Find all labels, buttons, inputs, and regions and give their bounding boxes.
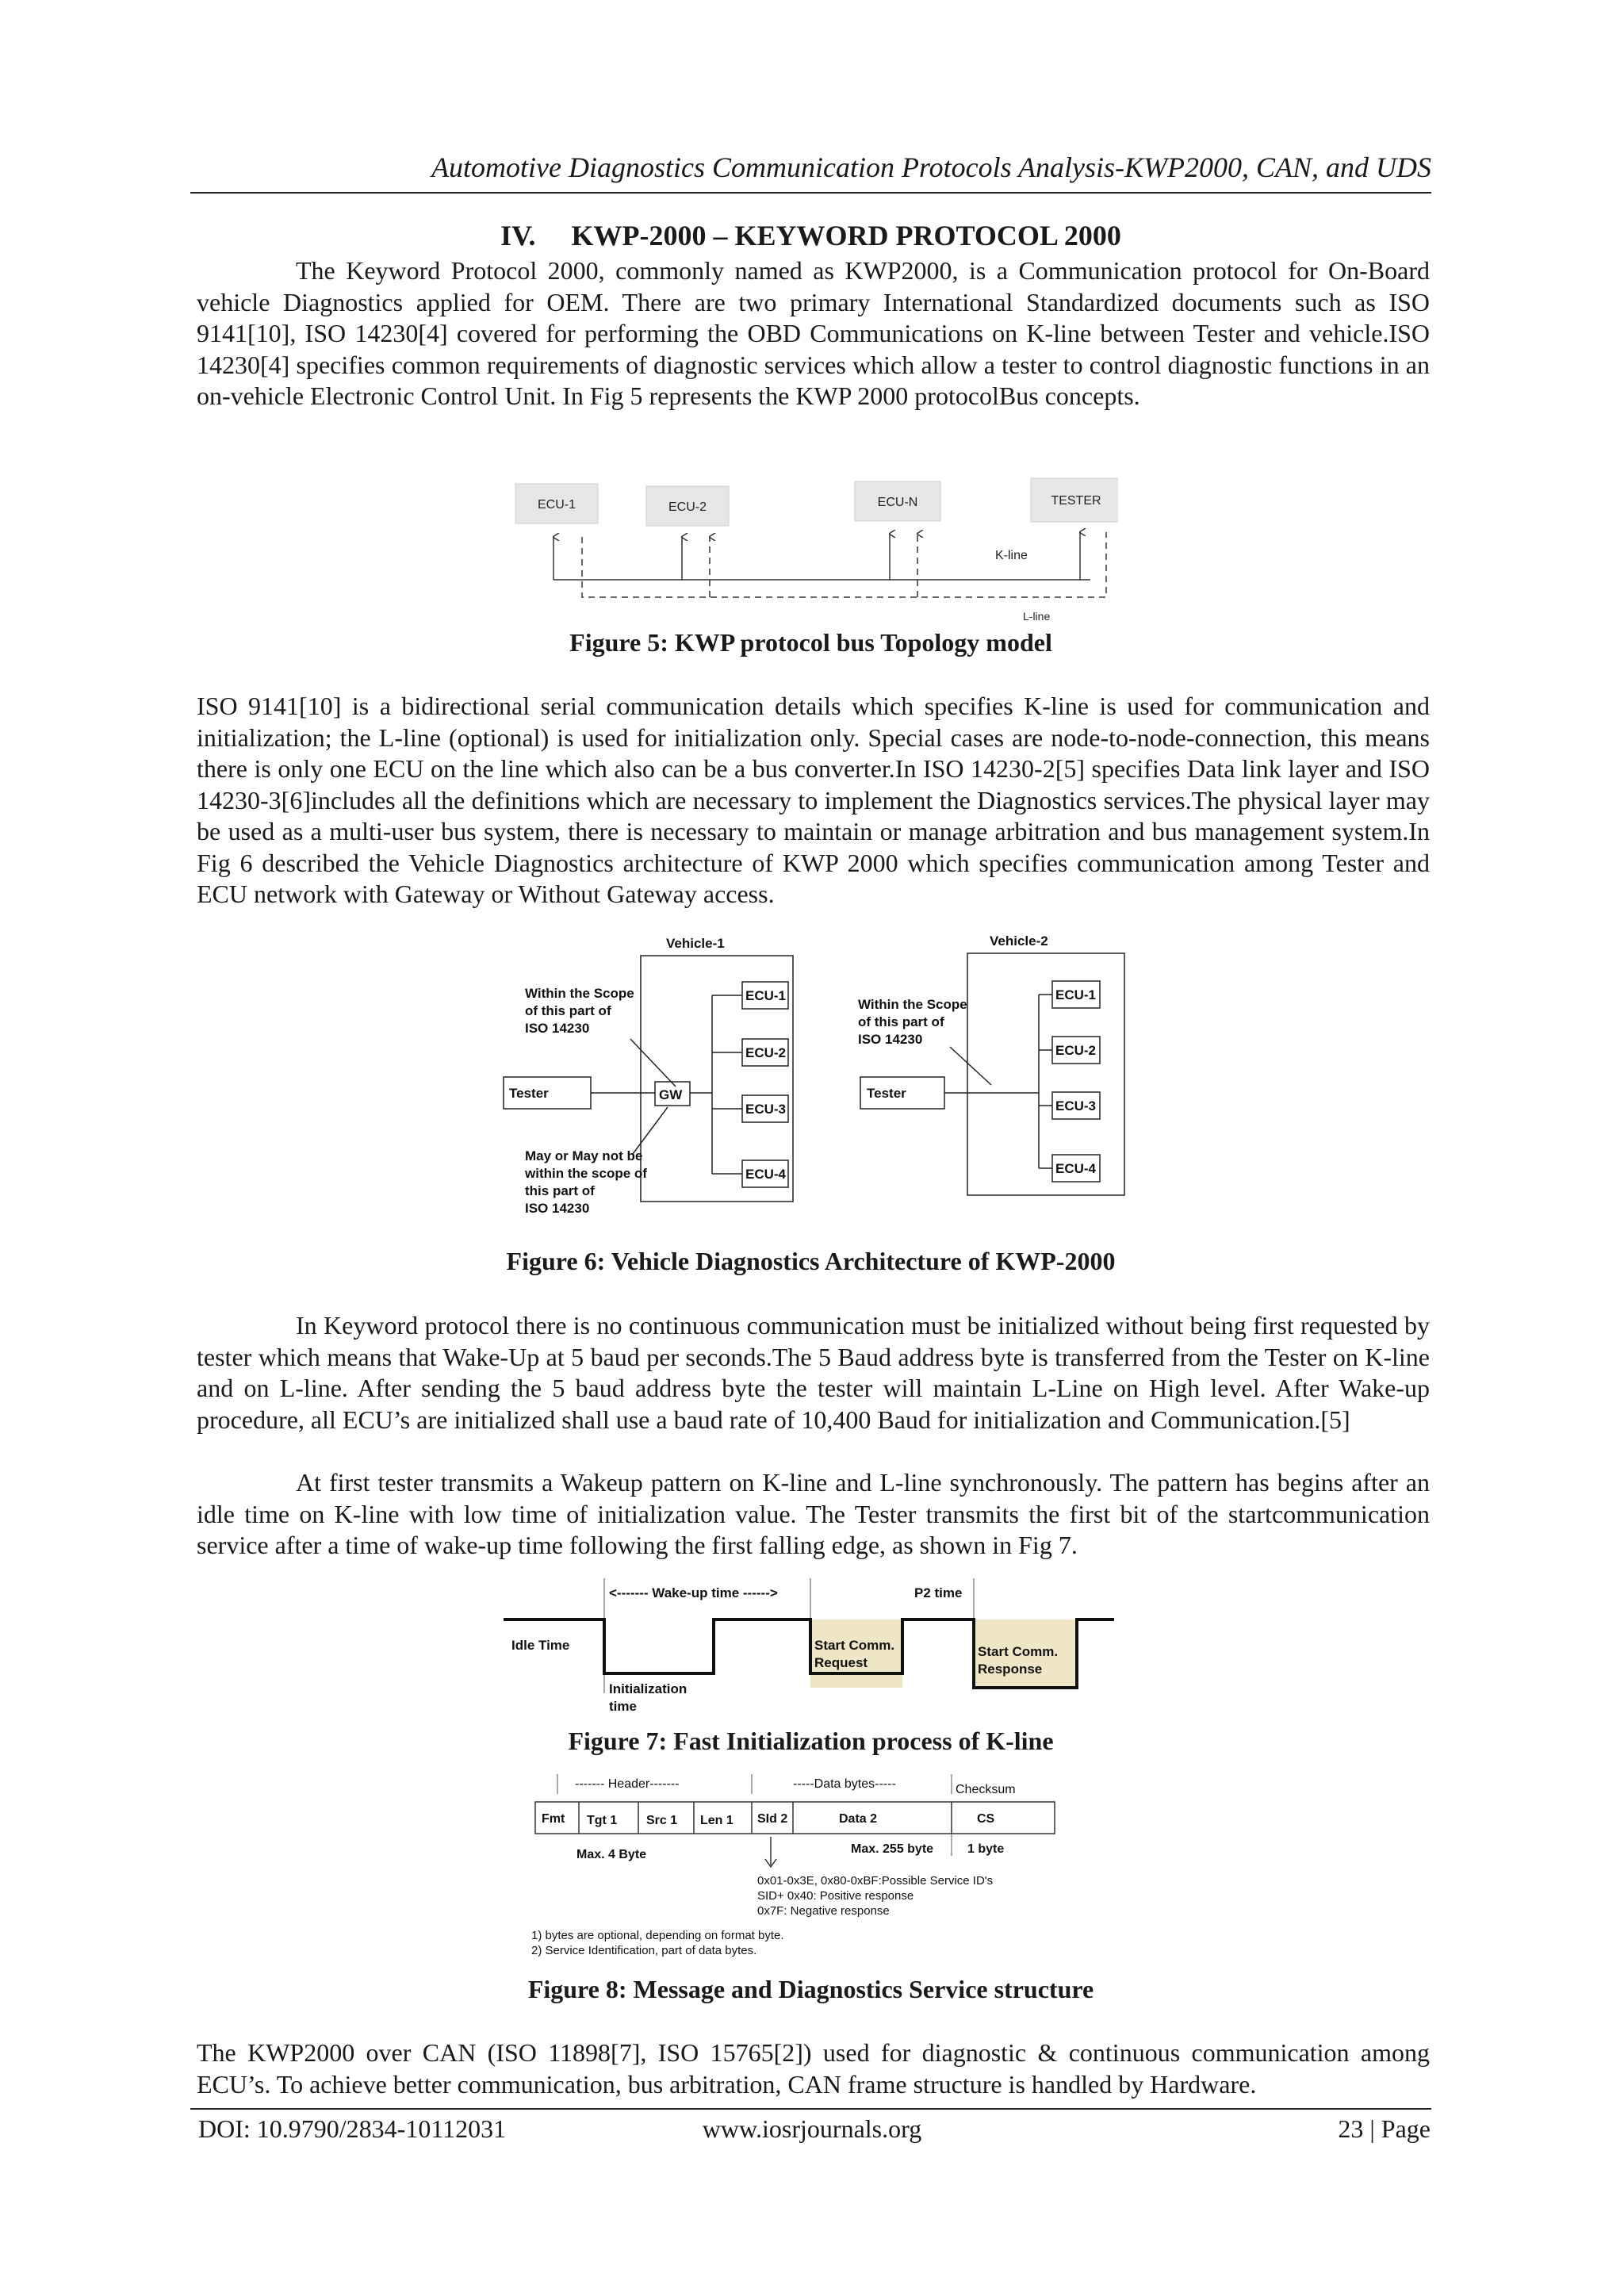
resp-line1: Start Comm. bbox=[978, 1644, 1059, 1659]
figure-8-message-structure bbox=[527, 1770, 1082, 1964]
figure-7-fast-init bbox=[504, 1574, 1122, 1717]
scope2-line3: ISO 14230 bbox=[858, 1032, 923, 1047]
cell-fmt: Fmt bbox=[542, 1812, 565, 1826]
start-request-block bbox=[810, 1619, 902, 1688]
scope2-line1: Within the Scope bbox=[858, 997, 967, 1012]
k-line-label: K-line bbox=[995, 549, 1028, 562]
cell-sid: SId 2 bbox=[757, 1812, 788, 1826]
figure-6-caption: Figure 6: Vehicle Diagnostics Architecture of KWP-2000 bbox=[506, 1247, 1116, 1275]
maybe-line2: within the scope of bbox=[525, 1166, 647, 1181]
idle-time-label: Idle Time bbox=[511, 1638, 570, 1653]
v1-ecu4: ECU-4 bbox=[745, 1167, 787, 1182]
checksum-label: Checksum bbox=[956, 1783, 1016, 1796]
cell-tgt: Tgt 1 bbox=[587, 1814, 618, 1827]
init-line1: Initialization bbox=[609, 1681, 688, 1696]
figure-5-caption: Figure 5: KWP protocol bus Topology model bbox=[569, 628, 1052, 657]
tester-label: TESTER bbox=[1051, 494, 1101, 508]
tester2-label: Tester bbox=[867, 1086, 906, 1101]
scope2-line2: of this part of bbox=[858, 1014, 944, 1029]
v2-ecu1: ECU-1 bbox=[1055, 987, 1097, 1002]
figure-5-bus-topology bbox=[500, 472, 1118, 631]
v1-ecu1: ECU-1 bbox=[745, 988, 787, 1003]
v2-ecu3: ECU-3 bbox=[1055, 1098, 1097, 1114]
paragraph-2: ISO 9141[10] is a bidirectional serial communication details which specifies K-line is used for communication and initialization; the L-line (optional) is used for initialization only. Special cases are node-to-node-connection, this means there is only one ECU on the line which also can be a bus converter.In ISO 14230-2[5] specifies Data link layer and ISO 14230-3[6]includes all the definitions which are necessary to implement the Diagnostics services.The physical layer may be used as a multi-user bus system, there is necessary to maintain or manage arbitration and bus management system.In Fig 6 described the Vehicle Diagnostics architecture of KWP 2000 which specifies communication among Tester and ECU network with Gateway or Without Gateway access. bbox=[197, 692, 1430, 908]
vehicle2-label: Vehicle-2 bbox=[990, 933, 1048, 949]
footnote-1: 1) bytes are optional, depending on format byte. bbox=[531, 1929, 784, 1942]
footer-page-number: 23 | Page bbox=[1338, 2114, 1431, 2143]
p2-time-label: P2 time bbox=[914, 1585, 963, 1600]
header-divider bbox=[190, 192, 1431, 194]
l-line-label: L-line bbox=[1023, 610, 1051, 623]
req-line2: Request bbox=[814, 1655, 868, 1670]
resp-line2: Response bbox=[978, 1662, 1043, 1677]
ecu1-label: ECU-1 bbox=[537, 498, 576, 512]
cell-src: Src 1 bbox=[646, 1814, 678, 1827]
cell-data: Data 2 bbox=[839, 1812, 878, 1826]
maybe-line3: this part of bbox=[525, 1183, 595, 1198]
scope1-line3: ISO 14230 bbox=[525, 1021, 590, 1036]
footer-doi: DOI: 10.9790/2834-10112031 bbox=[198, 2114, 507, 2143]
figure-8-caption: Figure 8: Message and Diagnostics Service structure bbox=[527, 1975, 1094, 2003]
paragraph-3: In Keyword protocol there is no continuous communication must be initialized without being first requested by tester which means that Wake-Up at 5 baud per seconds.The 5 Baud address byte is transferred from the Tester on K-line and on L-line. After sending the 5 baud address byte the tester will maintain L-Line on High level. After Wake-up procedure, all ECU’s are initialized shall use a baud rate of 10,400 Baud for initialization and Communication.[5] bbox=[197, 1311, 1430, 1434]
ecu2-label: ECU-2 bbox=[668, 500, 707, 514]
max4-label: Max. 4 Byte bbox=[576, 1848, 647, 1861]
vehicle2-box bbox=[967, 953, 1124, 1195]
running-title: Automotive Diagnostics Communication Protocols Analysis-KWP2000, CAN, and UDS bbox=[431, 151, 1431, 183]
max255-label: Max. 255 byte bbox=[851, 1842, 934, 1856]
sid-note-2: SID+ 0x40: Positive response bbox=[757, 1889, 914, 1903]
paragraph-4: At first tester transmits a Wakeup pattern on K-line and L-line synchronously. The pattern has begins after an idle time on K-line with low time of initialization value. The Tester transmits the first bit of the startcommunication service after a time of wake-up time following the first falling edge, as shown in Fig 7. bbox=[197, 1468, 1430, 1559]
wakeup-time-label: <------- Wake-up time ------> bbox=[609, 1585, 778, 1600]
req-line1: Start Comm. bbox=[814, 1638, 895, 1653]
l-line bbox=[582, 532, 1106, 597]
scope1-line1: Within the Scope bbox=[525, 986, 634, 1001]
footer-site-link[interactable]: www.iosrjournals.org bbox=[702, 2114, 922, 2143]
figure-6-architecture bbox=[500, 928, 1134, 1229]
databytes-label: -----Data bytes----- bbox=[793, 1777, 896, 1791]
maybe-line1: May or May not be bbox=[525, 1148, 643, 1163]
v1-ecu2: ECU-2 bbox=[745, 1045, 787, 1060]
header-label: ------- Header------- bbox=[575, 1777, 680, 1791]
sid-note-1: 0x01-0x3E, 0x80-0xBF:Possible Service ID's bbox=[757, 1874, 994, 1888]
v2-ecu2: ECU-2 bbox=[1055, 1043, 1097, 1058]
footer-divider bbox=[190, 2108, 1431, 2110]
cell-cs: CS bbox=[977, 1812, 995, 1826]
vehicle1-label: Vehicle-1 bbox=[666, 936, 725, 951]
tester1-label: Tester bbox=[509, 1086, 549, 1101]
v2-ecu4: ECU-4 bbox=[1055, 1161, 1097, 1176]
section-heading: IV. KWP-2000 – KEYWORD PROTOCOL 2000 bbox=[500, 220, 1121, 251]
figure-7-caption: Figure 7: Fast Initialization process of K-line bbox=[568, 1727, 1054, 1755]
footnote-2: 2) Service Identification, part of data bytes. bbox=[531, 1944, 757, 1957]
scope1-line2: of this part of bbox=[525, 1003, 611, 1018]
sid-note-3: 0x7F: Negative response bbox=[757, 1904, 890, 1918]
init-line2: time bbox=[609, 1699, 637, 1714]
paragraph-5: The KWP2000 over CAN (ISO 11898[7], ISO 15765[2]) used for diagnostic & continuous communication among ECU’s. To achieve better communication, bus arbitration, CAN frame structure is handled by Hardware. bbox=[197, 2038, 1430, 2099]
v1-ecu3: ECU-3 bbox=[745, 1102, 787, 1117]
gw-label: GW bbox=[659, 1087, 683, 1102]
maybe-line4: ISO 14230 bbox=[525, 1201, 590, 1216]
cell-len: Len 1 bbox=[700, 1814, 733, 1827]
onebyte-label: 1 byte bbox=[967, 1842, 1005, 1856]
ecun-label: ECU-N bbox=[877, 496, 918, 509]
paragraph-1: The Keyword Protocol 2000, commonly named as KWP2000, is a Communication protocol for On-Board vehicle Diagnostics applied for OEM. There are two primary International Standardized documents such as ISO 9141[10], ISO 14230[4] covered for performing the OBD Communications on K-line between Tester and vehicle.ISO 14230[4] specifies common requirements of diagnostic services which allow a tester to control diagnostic functions in an on-vehicle Electronic Control Unit. In Fig 5 represents the KWP 2000 protocolBus concepts. bbox=[197, 256, 1430, 410]
